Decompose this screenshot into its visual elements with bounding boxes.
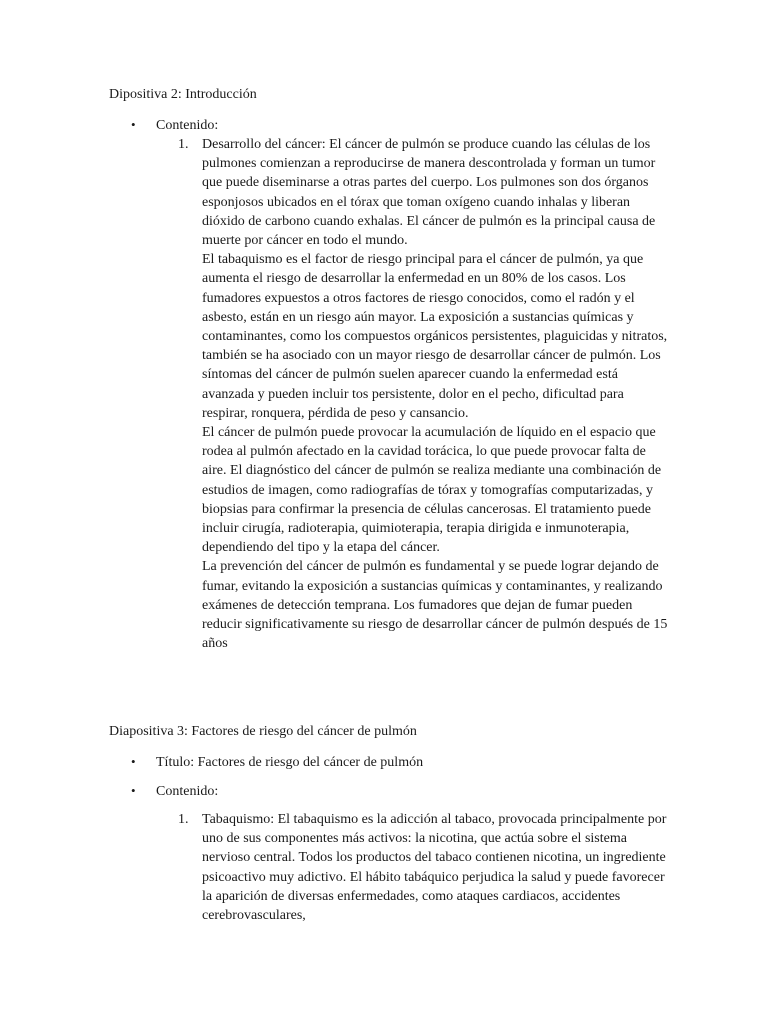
- slide3-title-line: Título: Factores de riesgo del cáncer de pulmón: [156, 755, 424, 770]
- slide3-item-number: 1.: [178, 812, 189, 827]
- slide3-title-bullet: [131, 752, 423, 772]
- slide2-content-bullet: [131, 115, 218, 135]
- slide2-heading: Dipositiva 2: Introducción: [109, 87, 257, 102]
- slide2-content-label: Contenido:: [156, 118, 219, 133]
- bullet-glyph: •: [131, 783, 136, 798]
- slide2-paragraph-4: La prevención del cáncer de pulmón es fundamental y se puede lograr dejando de fumar, evitando la exposición a sustancias químicas y contaminantes, y realizando exámenes de detección temprana. Los fumadores que dejan de fumar pueden reducir significativamente su riesgo de desarrollar cáncer de pulmón después de 15 años: [202, 559, 668, 652]
- slide2-paragraph-1: Desarrollo del cáncer: El cáncer de pulmón se produce cuando las células de los pulmones comienzan a reproducirse de manera descontrolada y forman un tumor que puede diseminarse a otras partes del cuerpo. Los pulmones son dos órganos esponjosos ubicados en el tórax que toman oxígeno cuando inhalas y liberan dióxido de carbono cuando exhalas. El cáncer de pulmón es la principal causa de muerte por cáncer en todo el mundo.: [202, 137, 656, 249]
- slide2-paragraph-3: El cáncer de pulmón puede provocar la acumulación de líquido en el espacio que rodea al pulmón afectado en la cavidad torácica, lo que puede provocar falta de aire. El diagnóstico del cáncer de pulmón se realiza mediante una combinación de estudios de imagen, como radiografías de tórax y tomografías computarizadas, y biopsias para confirmar la presencia de células cancerosas. El tratamiento puede incluir cirugía, radioterapia, quimioterapia, terapia dirigida e inmunoterapia, dependiendo del tipo y la etapa del cáncer.: [202, 425, 662, 556]
- slide2-item-body: [202, 135, 668, 653]
- slide3-heading: Diapositiva 3: Factores de riesgo del cáncer de pulmón: [109, 724, 417, 739]
- slide3-item-body: [202, 810, 668, 925]
- slide2-paragraph-2: El tabaquismo es el factor de riesgo principal para el cáncer de pulmón, ya que aumenta el riesgo de desarrollar la enfermedad en un 80% de los casos. Los fumadores expuestos a otros factores de riesgo conocidos, como el radón y el asbesto, están en un riesgo aún mayor. La exposición a sustancias químicas y contaminantes, como los compuestos orgánicos persistentes, plaguicidas y nitratos, también se ha asociado con un mayor riesgo de desarrollar cáncer de pulmón. Los síntomas del cáncer de pulmón suelen aparecer cuando la enfermedad está avanzada y pueden incluir tos persistente, dolor en el pecho, dificultad para respirar, ronquera, pérdida de peso y cansancio.: [202, 252, 668, 421]
- slide3-paragraph-1: Tabaquismo: El tabaquismo es la adicción al tabaco, provocada principalmente por uno de sus componentes más activos: la nicotina, que actúa sobre el sistema nervioso central. Todos los productos del tabaco contienen nicotina, un ingrediente psicoactivo muy adictivo. El hábito tabáquico perjudica la salud y puede favorecer la aparición de diversas enfermedades, como ataques cardiacos, accidentes cerebrovasculares,: [202, 812, 667, 924]
- slide2-list-item: [178, 135, 668, 653]
- slide3-content-bullet: [131, 781, 218, 801]
- bullet-glyph: •: [131, 117, 136, 132]
- slide3-list-item: [178, 810, 668, 925]
- bullet-glyph: •: [131, 754, 136, 769]
- slide3-content-label: Contenido:: [156, 784, 219, 799]
- slide2-item-number: 1.: [178, 137, 189, 152]
